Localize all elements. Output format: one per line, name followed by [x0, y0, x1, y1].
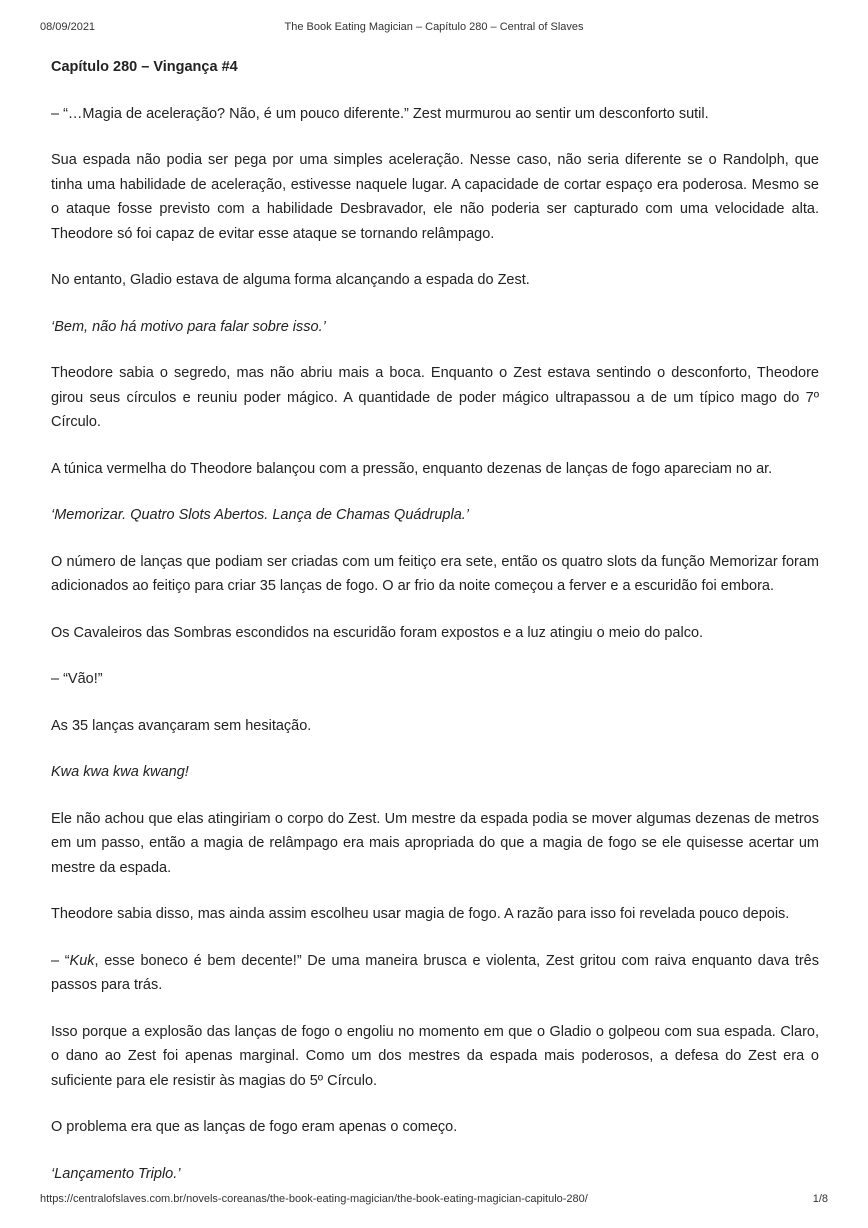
chapter-content	[51, 55, 819, 1208]
paragraph: A túnica vermelha do Theodore balançou com a pressão, enquanto dezenas de lanças de fogo apareciam no ar.	[51, 460, 773, 477]
paragraph: – “Vão!”	[51, 671, 103, 687]
print-header-title: The Book Eating Magician – Capítulo 280 – Central of Slaves	[284, 21, 584, 33]
print-date: 08/09/2021	[40, 21, 96, 33]
paragraph-thought: ‘Bem, não há motivo para falar sobre isso.’	[51, 318, 326, 335]
dialogue-open: – “	[51, 952, 70, 969]
paragraph	[51, 949, 819, 998]
paragraph: Isso porque a explosão das lanças de fogo o engoliu no momento em que o Gladio o golpeou com sua espada. Claro, o dano ao Zest foi apenas marginal. Como um dos mestres da espada mais poderosos, a defesa do Zest era o suficiente para ele resistir às magias do 5º Círculo.	[51, 1023, 819, 1089]
paragraph: O problema era que as lanças de fogo eram apenas o começo.	[51, 1119, 458, 1135]
paragraph: Theodore sabia disso, mas ainda assim escolheu usar magia de fogo. A razão para isso foi revelada pouco depois.	[51, 906, 790, 922]
paragraph: Os Cavaleiros das Sombras escondidos na escuridão foram expostos e a luz atingiu o meio do palco.	[51, 624, 704, 641]
paragraph-thought: ‘Lançamento Triplo.’	[51, 1165, 181, 1182]
chapter-title: Capítulo 280 – Vingança #4	[51, 59, 238, 75]
paragraph: Sua espada não podia ser pega por uma simples aceleração. Nesse caso, não seria diferente se o Randolph, que tinha uma habilidade de aceleração, estivesse naquele lugar. A capacidade de cortar espaço era poderosa. Mesmo se o ataque fosse previsto com a habilidade Desbravador, ele não poderia ser capturado com uma velocidade alta. Theodore só foi capaz de evitar esse ataque se tornando relâmpago.	[51, 152, 819, 242]
paragraph: – “…Magia de aceleração? Não, é um pouco diferente.” Zest murmurou ao sentir um desconforto sutil.	[51, 105, 709, 122]
dialogue-rest: , esse boneco é bem decente!” De uma maneira brusca e violenta, Zest gritou com raiva enquanto dava três passos para trás.	[51, 952, 820, 993]
print-footer-url: https://centralofslaves.com.br/novels-coreanas/the-book-eating-magician/the-book-eating-magician-capitulo-280/	[40, 1193, 588, 1205]
paragraph-sound-effect: Kwa kwa kwa kwang!	[51, 764, 189, 780]
paragraph: No entanto, Gladio estava de alguma forma alcançando a espada do Zest.	[51, 272, 530, 288]
paragraph: As 35 lanças avançaram sem hesitação.	[51, 717, 312, 734]
print-page-number: 1/8	[812, 1193, 828, 1205]
dialogue-exclamation: Kuk	[69, 952, 95, 969]
paragraph-thought: ‘Memorizar. Quatro Slots Abertos. Lança de Chamas Quádrupla.’	[51, 507, 470, 523]
paragraph: Ele não achou que elas atingiriam o corpo do Zest. Um mestre da espada podia se mover algumas dezenas de metros em um passo, então a magia de relâmpago era mais apropriada do que a magia de fogo se ele quisesse acertar um mestre da espada.	[51, 810, 819, 876]
paragraph: O número de lanças que podiam ser criadas com um feitiço era sete, então os quatro slots da função Memorizar foram adicionados ao feitiço para criar 35 lanças de fogo. O ar frio da noite começou a ferver e a escuridão foi embora.	[51, 553, 819, 594]
paragraph: Theodore sabia o segredo, mas não abriu mais a boca. Enquanto o Zest estava sentindo o desconforto, Theodore girou seus círculos e reuniu poder mágico. A quantidade de poder mágico ultrapassou a de um típico mago do 7º Círculo.	[51, 365, 819, 430]
